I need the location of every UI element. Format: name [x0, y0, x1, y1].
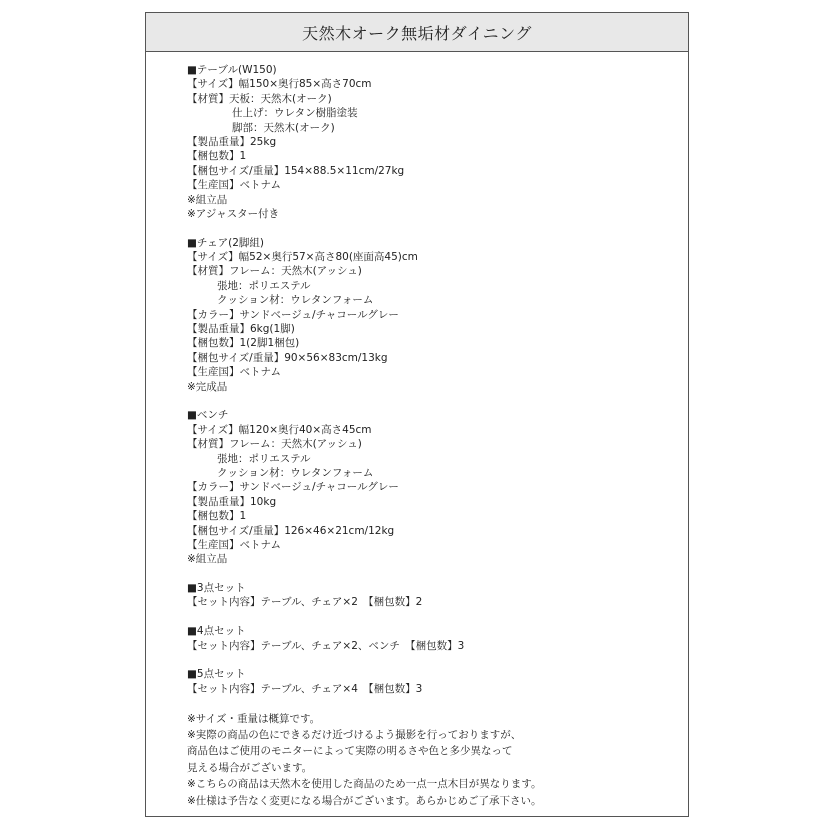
spec-line: 【生産国】ベトナム: [187, 366, 281, 379]
spec-line: 【セット内容】テーブル、チェア×2、ベンチ 【梱包数】3: [187, 639, 465, 652]
spec-line: 張地：ポリエステル: [217, 452, 311, 465]
spec-line: ※組立品: [187, 553, 228, 566]
spec-line: ※完成品: [187, 380, 228, 393]
section-chair: [187, 236, 678, 394]
spec-line: 【カラー】サンドベージュ/チャコールグレー: [187, 481, 399, 494]
spec-line: 張地：ポリエステル: [217, 279, 311, 292]
section-spacer: [187, 696, 678, 710]
spec-line: 【サイズ】幅52×奥行57×高さ80(座面高45)cm: [187, 251, 418, 264]
spec-line: 【カラー】サンドベージュ/チャコールグレー: [187, 308, 399, 321]
section-spacer: [187, 653, 678, 667]
spec-line: 【サイズ】幅150×奥行85×高さ70cm: [187, 78, 372, 91]
spec-line: クッション材：ウレタンフォーム: [217, 294, 374, 307]
spec-line: 【セット内容】テーブル、チェア×4 【梱包数】3: [187, 682, 423, 695]
section-notes: [187, 711, 678, 809]
spec-sheet: [145, 12, 689, 817]
spec-line: ※組立品: [187, 193, 228, 206]
spec-line: 【サイズ】幅120×奥行40×高さ45cm: [187, 423, 372, 436]
section-heading: ■テーブル(W150): [187, 64, 277, 76]
section-set3: [187, 581, 678, 610]
spec-line: 商品色はご使用のモニターによって実際の明るさや色と多少異なって: [187, 745, 513, 758]
spec-line: 【梱包サイズ/重量】154×88.5×11cm/27kg: [187, 164, 405, 177]
spec-line: 仕上げ：ウレタン樹脂塗装: [232, 107, 358, 120]
spec-line: クッション材：ウレタンフォーム: [217, 466, 374, 479]
section-bench: [187, 408, 678, 566]
section-set4: [187, 624, 678, 653]
section-table: [187, 63, 678, 221]
spec-line: 【梱包数】1: [187, 150, 247, 163]
spec-line: 【製品重量】6kg(1脚): [187, 323, 295, 336]
spec-line: 【梱包サイズ/重量】126×46×21cm/12kg: [187, 524, 395, 537]
section-set5: [187, 667, 678, 696]
spec-line: ※実際の商品の色にできるだけ近づけるよう撮影を行っておりますが、: [187, 728, 522, 741]
section-spacer: [187, 610, 678, 624]
spec-line: ※サイズ・重量は概算です。: [187, 712, 321, 725]
section-heading: ■4点セット: [187, 625, 246, 638]
section-heading: ■3点セット: [187, 582, 246, 595]
section-heading: ■5点セット: [187, 668, 246, 681]
section-spacer: [187, 221, 678, 235]
spec-line: 【生産国】ベトナム: [187, 179, 281, 192]
spec-line: 【製品重量】25kg: [187, 135, 277, 148]
spec-line: 脚部：天然木(オーク): [232, 121, 335, 134]
page-title: 天然木オーク無垢材ダイニング: [302, 23, 532, 43]
spec-line: 【生産国】ベトナム: [187, 538, 281, 551]
spec-line: 【梱包数】1(2脚1梱包): [187, 337, 300, 350]
spec-line: 【梱包サイズ/重量】90×56×83cm/13kg: [187, 351, 388, 364]
spec-line: 【材質】天板：天然木(オーク): [187, 92, 332, 105]
spec-line: 見える場合がございます。: [187, 761, 313, 774]
spec-line: 【材質】フレーム：天然木(アッシュ): [187, 438, 362, 451]
section-spacer: [187, 394, 678, 408]
spec-line: ※仕様は予告なく変更になる場合がございます。あらかじめご了承下さい。: [187, 794, 542, 807]
section-heading: ■ベンチ: [187, 409, 229, 422]
spec-line: ※アジャスター付き: [187, 207, 280, 220]
spec-line: ※こちらの商品は天然木を使用した商品のため一点一点木目が異なります。: [187, 778, 542, 791]
section-spacer: [187, 567, 678, 581]
spec-line: 【セット内容】テーブル、チェア×2 【梱包数】2: [187, 596, 423, 609]
spec-line: 【材質】フレーム：天然木(アッシュ): [187, 265, 362, 278]
spec-body: [187, 63, 678, 809]
spec-line: 【製品重量】10kg: [187, 495, 277, 508]
spec-line: 【梱包数】1: [187, 510, 247, 523]
section-heading: ■チェア(2脚組): [187, 236, 264, 249]
title-bar: [146, 13, 688, 52]
